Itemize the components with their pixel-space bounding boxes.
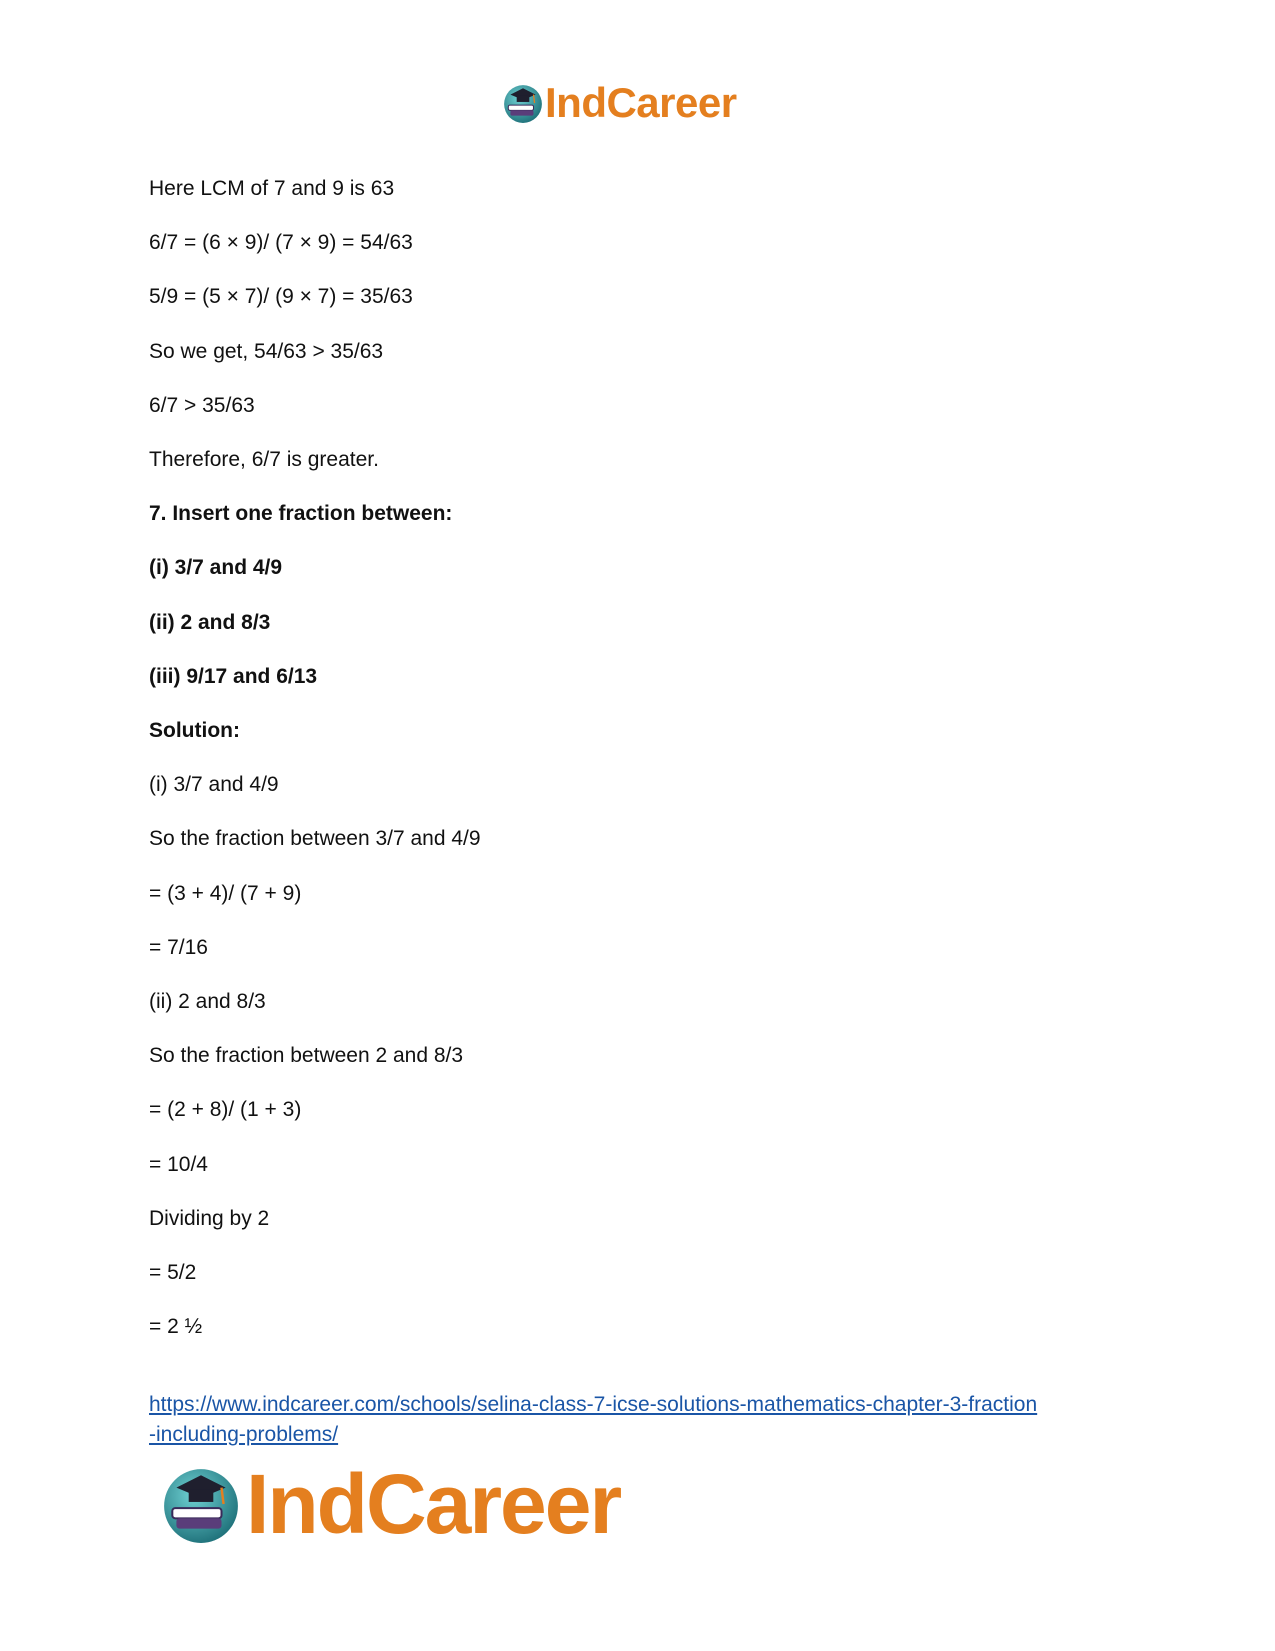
text-line: 5/9 = (5 × 7)/ (9 × 7) = 35/63 <box>149 285 413 308</box>
question-line: (ii) 2 and 8/3 <box>149 611 271 634</box>
header-logo <box>502 80 737 126</box>
text-line: (i) 3/7 and 4/9 <box>149 773 279 796</box>
text-line: 6/7 > 35/63 <box>149 394 255 417</box>
text-line: Therefore, 6/7 is greater. <box>149 448 379 471</box>
text-line: = 7/16 <box>149 936 208 959</box>
text-line: = (2 + 8)/ (1 + 3) <box>149 1098 302 1121</box>
graduation-cap-books-icon <box>160 1463 242 1545</box>
footer-logo-text: IndCareer <box>246 1457 621 1551</box>
question-line: (i) 3/7 and 4/9 <box>149 556 283 579</box>
text-line: Here LCM of 7 and 9 is 63 <box>149 177 395 200</box>
text-line: = (3 + 4)/ (7 + 9) <box>149 882 302 905</box>
question-line: Solution: <box>149 719 240 742</box>
question-line: (iii) 9/17 and 6/13 <box>149 665 318 688</box>
text-line: So the fraction between 3/7 and 4/9 <box>149 827 481 850</box>
question-line: 7. Insert one fraction between: <box>149 502 453 525</box>
source-link-line-1[interactable]: https://www.indcareer.com/schools/selina-class-7-icse-solutions-mathematics-chapter-3-fraction <box>149 1393 1038 1416</box>
graduation-cap-books-icon <box>502 82 544 124</box>
text-line: = 10/4 <box>149 1153 208 1176</box>
text-line: So we get, 54/63 > 35/63 <box>149 340 384 363</box>
text-line: So the fraction between 2 and 8/3 <box>149 1044 464 1067</box>
text-line: (ii) 2 and 8/3 <box>149 990 266 1013</box>
text-line: Dividing by 2 <box>149 1207 270 1230</box>
text-line: = 5/2 <box>149 1261 197 1284</box>
source-link[interactable] <box>149 1390 1149 1450</box>
text-line: 6/7 = (6 × 9)/ (7 × 9) = 54/63 <box>149 231 413 254</box>
text-line: = 2 ½ <box>149 1315 203 1338</box>
header-logo-text: IndCareer <box>545 79 737 126</box>
source-link-line-2[interactable]: -including-problems/ <box>149 1423 339 1446</box>
footer-logo <box>160 1457 621 1551</box>
